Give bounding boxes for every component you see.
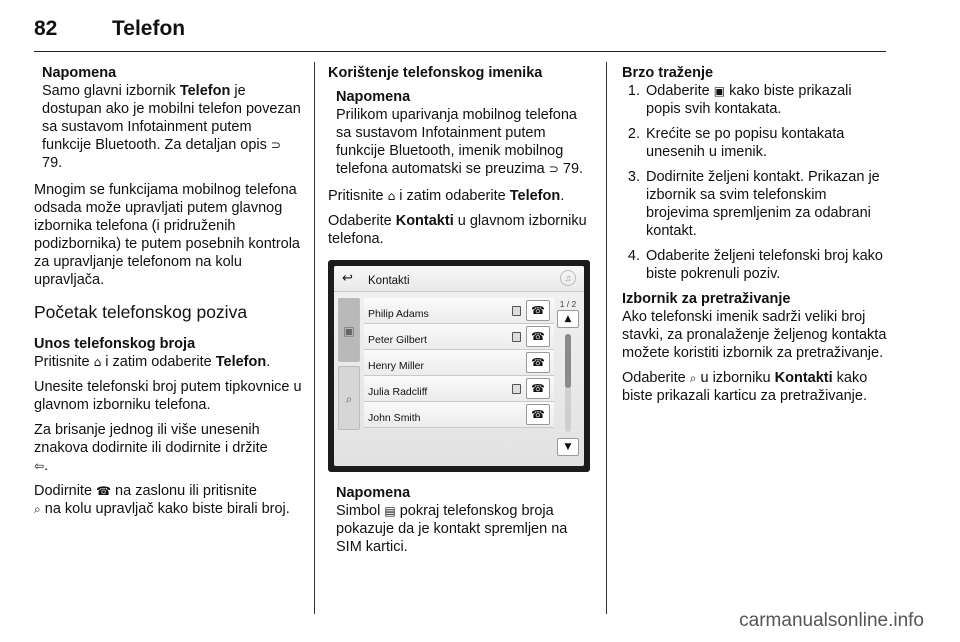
paragraph: Dodirnite ☎ na zaslonu ili pritisnite ⌕ na kolu upravljač kako biste birali broj.	[34, 483, 290, 517]
call-button[interactable]: ☎	[526, 326, 550, 347]
call-button[interactable]: ☎	[526, 300, 550, 321]
steering-phone-icon: ⌕	[34, 502, 41, 516]
arrow-ref-icon: ⊃	[548, 162, 559, 176]
note-box	[328, 88, 596, 178]
screen-title: Kontakti	[368, 275, 410, 287]
sim-icon	[512, 384, 521, 394]
contact-row[interactable]	[364, 402, 554, 428]
note-box	[34, 64, 302, 172]
subsection-title: Izbornik za pretraživanje	[622, 291, 791, 307]
steps-list	[622, 82, 888, 283]
paragraph: Pritisnite ⌂ i zatim odaberite Telefon.	[34, 354, 271, 370]
page-header	[34, 18, 886, 52]
contacts-icon: ▣	[343, 324, 355, 338]
call-button[interactable]: ☎	[526, 352, 550, 373]
search-tab[interactable]	[338, 366, 360, 430]
call-button[interactable]: ☎	[526, 378, 550, 399]
subsection-title: Korištenje telefonskog imenika	[328, 65, 543, 81]
list-text: Dodirnite željeni kontakt. Prikazan je izbornik sa svim telefonskim brojevima spremljenim za odabrani kontakt.	[646, 169, 880, 239]
note-box	[328, 484, 596, 556]
list-item	[622, 125, 888, 161]
contact-row[interactable]	[364, 350, 554, 376]
list-number: 3.	[627, 169, 640, 185]
scroll-up-button[interactable]: ▲	[557, 310, 579, 328]
page-title: Telefon	[112, 17, 186, 40]
contacts-screen	[334, 266, 584, 466]
contacts-icon: ▣	[713, 84, 726, 98]
search-icon: ⌕	[345, 392, 353, 406]
music-icon[interactable]: ♫	[560, 270, 576, 286]
note-title: Napomena	[336, 89, 411, 105]
sim-icon: ▤	[384, 504, 396, 518]
contacts-screenshot	[328, 260, 590, 472]
contact-row[interactable]	[364, 298, 554, 324]
list-number: 4.	[627, 248, 640, 264]
phone-icon: ☎	[96, 484, 112, 498]
column-right	[622, 64, 888, 412]
note-title: Napomena	[42, 65, 117, 81]
subsection-title: Unos telefonskog broja	[34, 336, 196, 352]
sim-icon	[512, 332, 521, 342]
contact-name: Peter Gilbert	[368, 334, 427, 346]
scroll-down-button[interactable]: ▼	[557, 438, 579, 456]
arrow-ref-icon: ⊃	[270, 138, 281, 152]
paragraph: Ako telefonski imenik sadrži veliki broj stavki, za pronalaženje željenog kontakta možete koristiti izbornik za pretraživanje.	[622, 309, 887, 361]
note-title: Napomena	[336, 485, 411, 501]
scrollbar-track[interactable]	[565, 334, 571, 432]
paragraph: Odaberite Kontakti u glavnom izborniku telefona.	[328, 213, 587, 247]
paragraph: Unesite telefonski broj putem tipkovnice u glavnom izborniku telefona.	[34, 379, 302, 413]
list-number: 1.	[627, 83, 640, 99]
note-text: Prilikom uparivanja mobilnog telefona sa sustavom Infotainment putem funkcije Bluetooth, imenik mobilnog telefona automatski se preuzima ⊃ 79.	[336, 107, 584, 177]
section-title: Početak telefonskog poziva	[34, 302, 248, 322]
search-icon: ⌕	[689, 371, 697, 385]
paragraph: Odaberite ⌕ u izborniku Kontakti kako biste prikazali karticu za pretraživanje.	[622, 370, 868, 404]
column-divider	[314, 62, 315, 614]
list-text: Odaberite željeni telefonski broj kako biste pokrenuli poziv.	[646, 248, 883, 282]
list-number: 2.	[627, 126, 640, 142]
contact-name: Julia Radcliff	[368, 386, 428, 398]
note-text: Simbol ▤ pokraj telefonskog broja pokazuje da je kontakt spremljen na SIM kartici.	[336, 503, 568, 555]
note-text: Samo glavni izbornik Telefon je dostupan ako je mobilni telefon povezan sa sustavom Infotainment putem funkcije Bluetooth. Za detaljan opis ⊃ 79.	[42, 83, 301, 171]
scrollbar-thumb[interactable]	[565, 334, 571, 388]
list-item	[622, 168, 888, 240]
contact-list	[364, 298, 554, 428]
page-number: 82	[34, 17, 58, 40]
contacts-tab[interactable]	[338, 298, 360, 362]
column-left	[34, 64, 302, 525]
page-reference-link[interactable]: 79.	[42, 155, 63, 171]
contact-row[interactable]	[364, 324, 554, 350]
paragraph: Pritisnite ⌂ i zatim odaberite Telefon.	[328, 188, 565, 204]
watermark: carmanualsonline.info	[739, 610, 924, 631]
back-icon[interactable]: ↩	[342, 271, 353, 286]
screen-tabs	[338, 298, 360, 430]
contact-name: John Smith	[368, 412, 421, 424]
column-divider	[606, 62, 607, 614]
subsection-title: Brzo traženje	[622, 65, 714, 81]
contact-row[interactable]	[364, 376, 554, 402]
column-middle	[328, 64, 596, 565]
list-text: Odaberite ▣ kako biste prikazali popis svih kontakata.	[646, 83, 852, 117]
paragraph: Za brisanje jednog ili više unesenih znakova dodirnite ili dodirnite i držite ⇦.	[34, 422, 268, 474]
list-item	[622, 82, 888, 118]
list-item	[622, 247, 888, 283]
contact-name: Henry Miller	[368, 360, 425, 372]
page-reference-link[interactable]: 79.	[562, 161, 584, 177]
list-text: Krećite se po popisu kontakata unesenih u imenik.	[646, 126, 845, 160]
page-indicator: 1 / 2	[559, 299, 577, 309]
home-icon: ⌂	[93, 355, 102, 369]
sim-icon	[512, 306, 521, 316]
home-icon: ⌂	[387, 189, 396, 203]
contact-name: Philip Adams	[368, 308, 429, 320]
call-button[interactable]: ☎	[526, 404, 550, 425]
backspace-icon: ⇦	[34, 459, 45, 473]
scroll-controls	[556, 298, 580, 458]
paragraph: Mnogim se funkcijama mobilnog telefona odsada može upravljati putem glavnog izbornika telefona (i pridruženih podizbornika) te putem posebnih kontrola za upravljanje telefonom na kolu upravljača.	[34, 182, 300, 288]
screen-header	[334, 266, 584, 292]
